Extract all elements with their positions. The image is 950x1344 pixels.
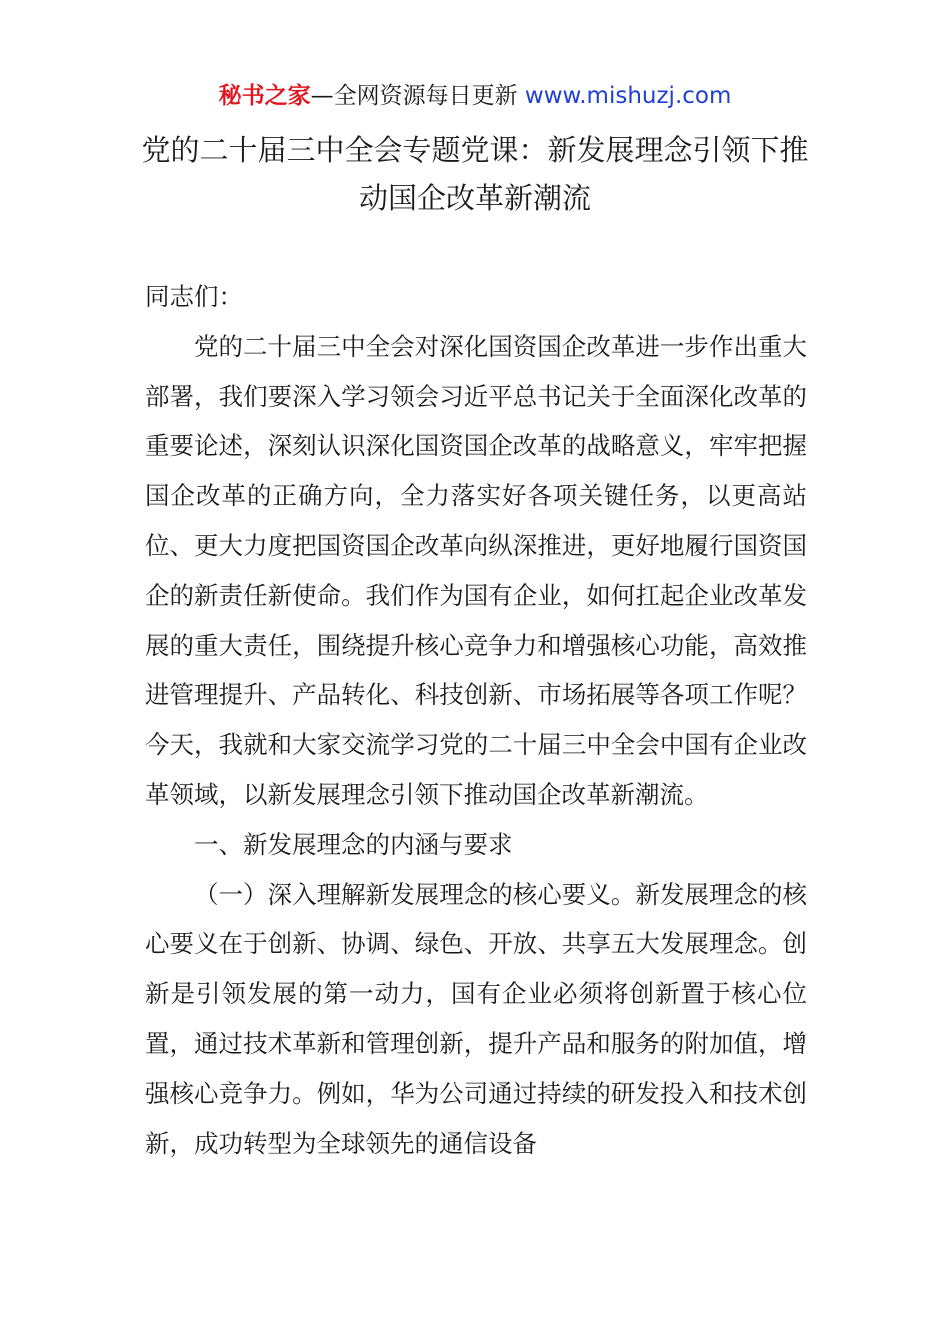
site-header xyxy=(0,80,950,112)
paragraph-subsection-1: （一）深入理解新发展理念的核心要义。新发展理念的核心要义在于创新、协调、绿色、开放、共享五大发展理念。创新是引领发展的第一动力，国有企业必须将创新置于核心位置，通过技术革新和管理创新，提升产品和服务的附加值，增强核心竞争力。例如，华为公司通过持续的研发投入和技术创新，成功转型为全球领先的通信设备 xyxy=(145,879,807,1158)
section-heading: 一、新发展理念的内涵与要求 xyxy=(194,829,513,859)
site-brand: 秘书之家 xyxy=(218,83,311,109)
site-url-link[interactable]: www.mishuzj.com xyxy=(524,83,732,109)
document-title: 党的二十届三中全会专题党课：新发展理念引领下推动国企改革新潮流 xyxy=(141,133,809,215)
site-tagline: —全网资源每日更新 xyxy=(310,83,525,109)
document-body xyxy=(145,272,807,1168)
paragraph-intro: 党的二十届三中全会对深化国资国企改革进一步作出重大部署，我们要深入学习领会习近平总书记关于全面深化改革的重要论述，深刻认识深化国资国企改革的战略意义，牢牢把握国企改革的正确方向，全力落实好各项关键任务，以更高站位、更大力度把国资国企改革向纵深推进，更好地履行国资国企的新责任新使命。我们作为国有企业，如何扛起企业改革发展的重大责任，围绕提升核心竞争力和增强核心功能，高效推进管理提升、产品转化、科技创新、市场拓展等各项工作呢？今天，我就和大家交流学习党的二十届三中全会中国有企业改革领域，以新发展理念引领下推动国企改革新潮流。 xyxy=(145,331,807,809)
salutation: 同志们： xyxy=(145,282,243,311)
